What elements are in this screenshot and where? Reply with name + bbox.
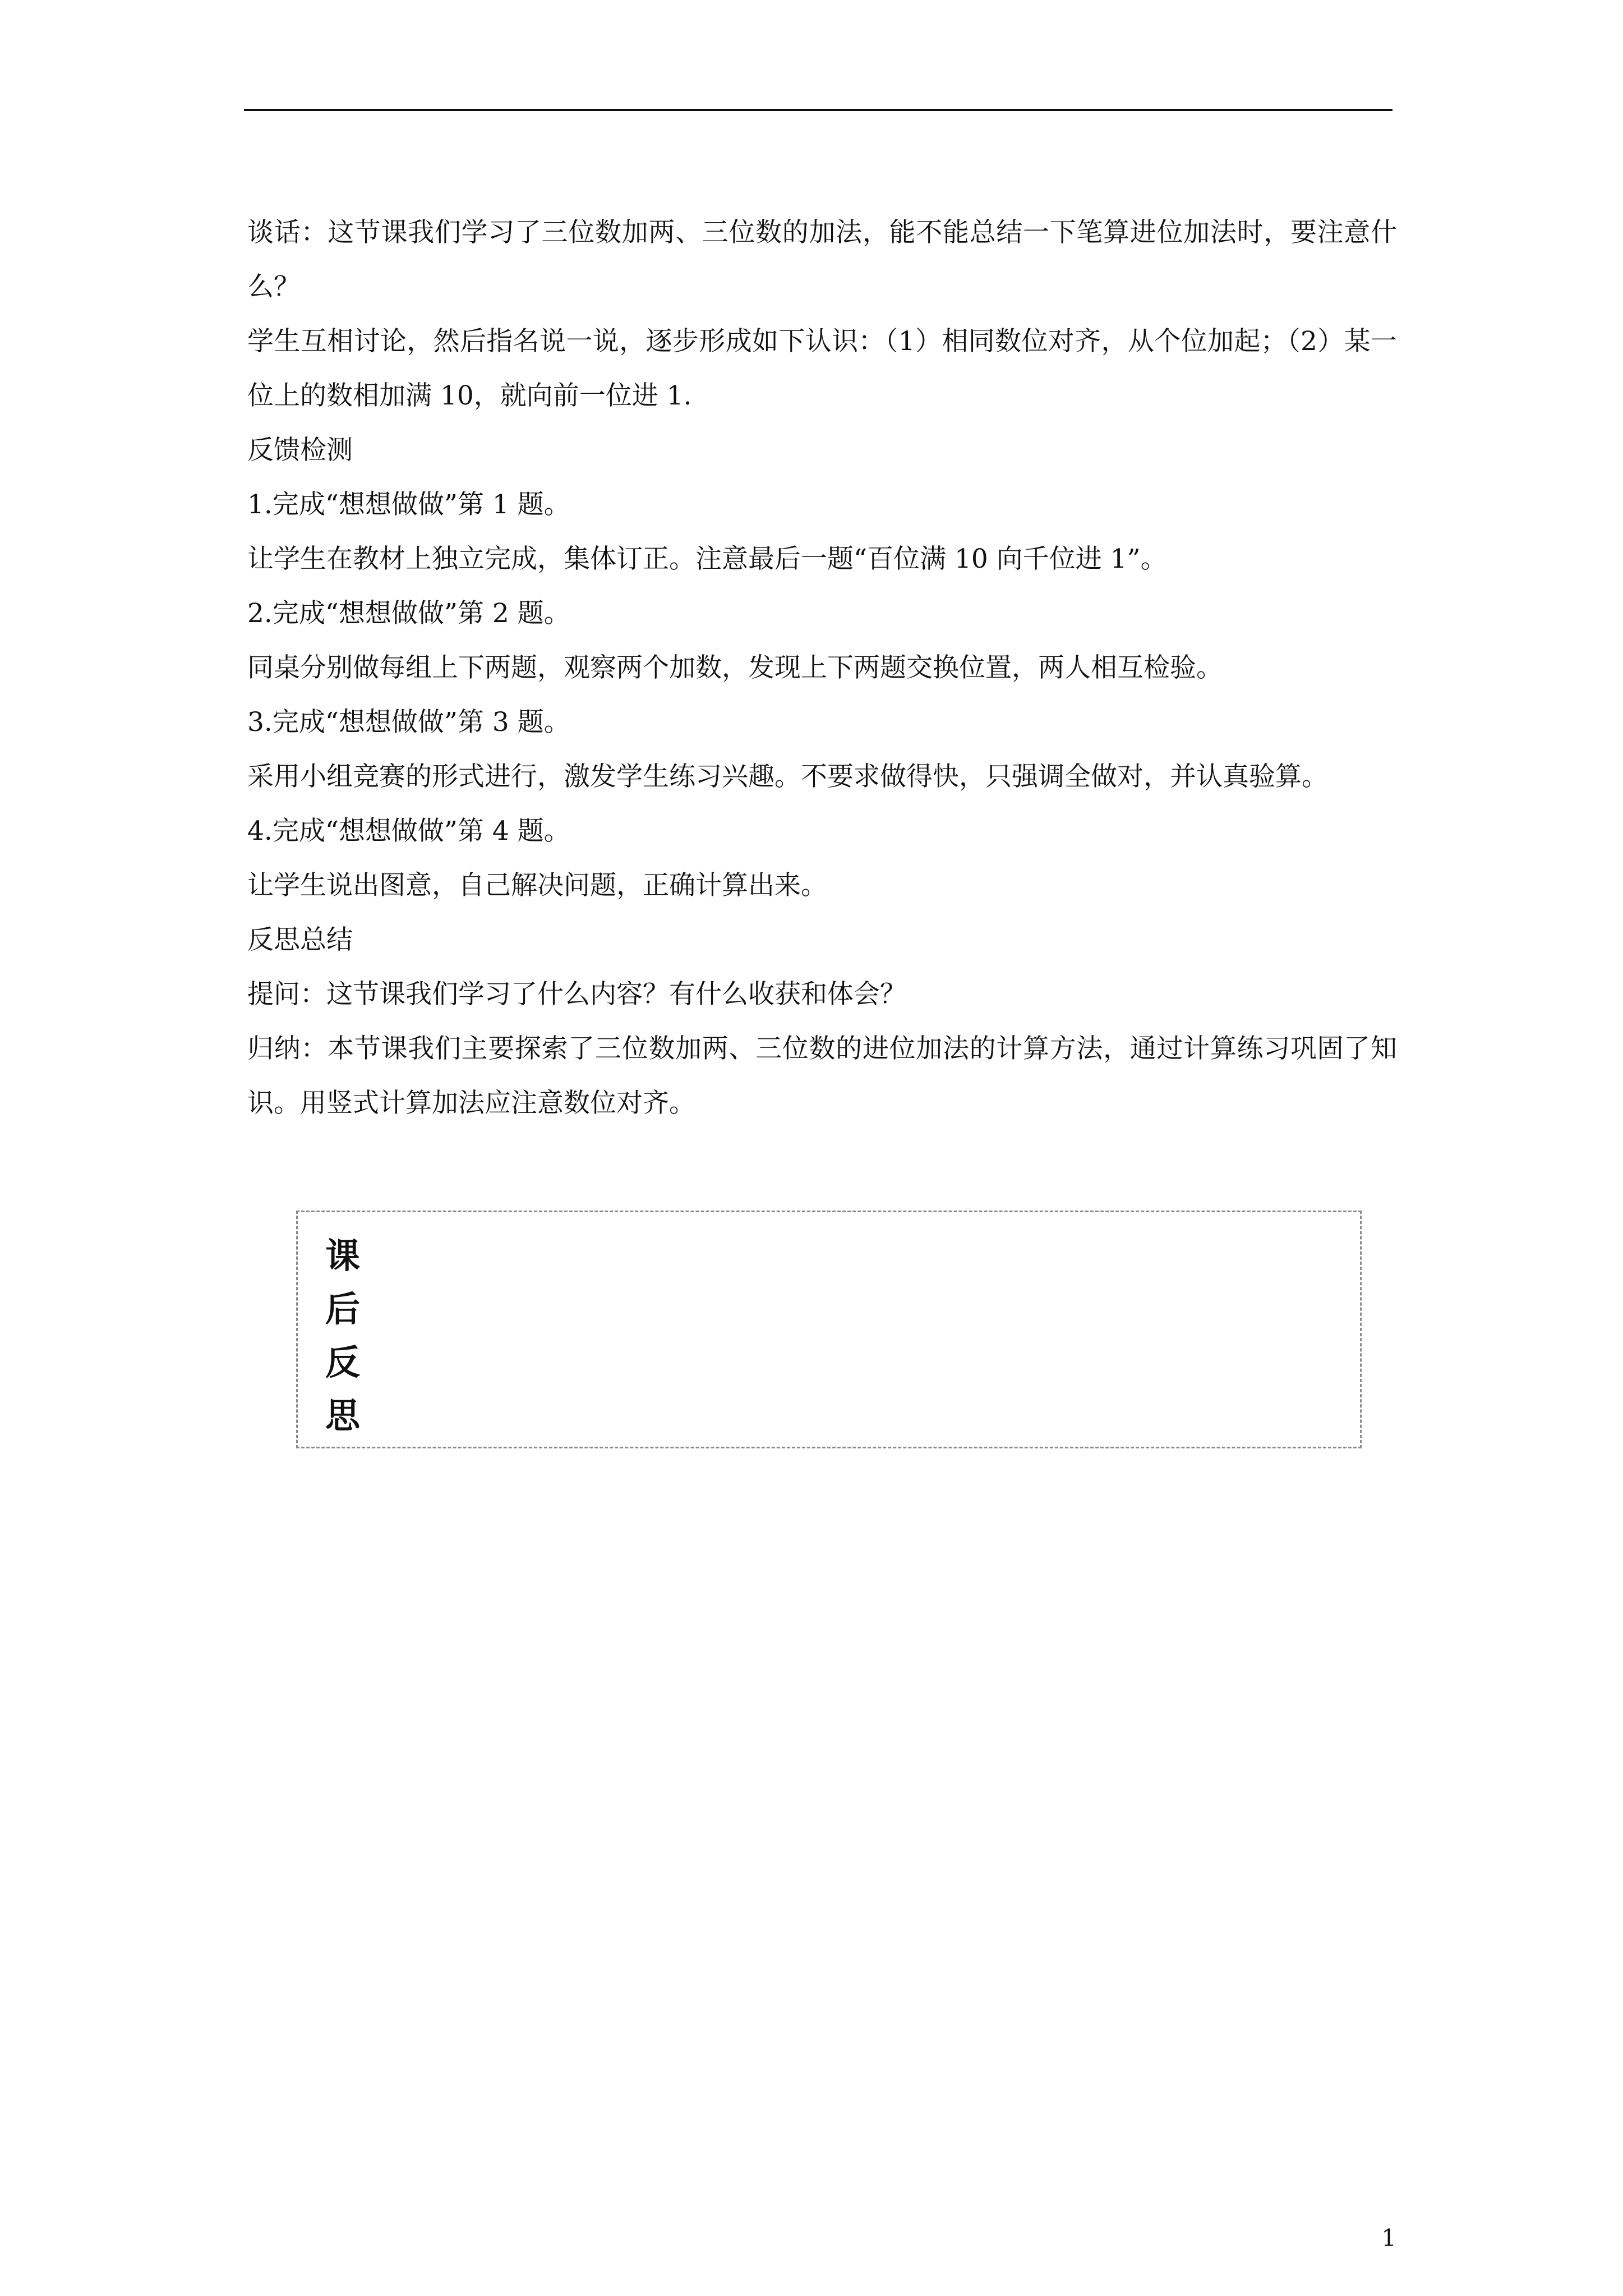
header-rule [244,109,1393,111]
reflection-label-char: 反 [325,1342,360,1383]
reflection-label [320,1229,365,1442]
exercise-1-detail: 让学生在教材上独立完成，集体订正。注意最后一题“百位满 10 向千位进 1”。 [247,544,1167,574]
page-number: 1 [1381,2224,1396,2252]
reflection-label-char: 课 [325,1235,360,1276]
section-heading-feedback: 反馈检测 [247,435,353,466]
exercise-3-title: 3.完成“想想做做”第 3 题。 [247,707,570,738]
exercise-3-detail: 采用小组竞赛的形式进行，激发学生练习兴趣。不要求做得快，只强调全做对，并认真验算。 [247,761,1328,792]
lesson-body [247,205,1397,1130]
exercise-1-title: 1.完成“想想做做”第 1 题。 [247,489,570,520]
exercise-4-title: 4.完成“想想做做”第 4 题。 [247,816,570,846]
paragraph-conclusion: 归纳：本节课我们主要探索了三位数加两、三位数的进位加法的计算方法，通过计算练习巩固了知识。用竖式计算加法应注意数位对齐。 [247,1033,1397,1119]
exercise-4-detail: 让学生说出图意，自己解决问题，正确计算出来。 [247,870,827,901]
section-heading-reflection: 反思总结 [247,924,353,955]
after-class-reflection-box [296,1211,1362,1448]
paragraph-summary-question: 谈话：这节课我们学习了三位数加两、三位数的加法，能不能总结一下笔算进位加法时，要注意什么？ [247,217,1397,302]
reflection-label-char: 后 [325,1289,360,1329]
exercise-2-title: 2.完成“想想做做”第 2 题。 [247,598,570,629]
paragraph-question: 提问：这节课我们学习了什么内容？有什么收获和体会？ [247,979,906,1010]
reflection-label-char: 思 [325,1395,360,1436]
exercise-2-detail: 同桌分别做每组上下两题，观察两个加数，发现上下两题交换位置，两人相互检验。 [247,652,1223,683]
paragraph-discussion: 学生互相讨论，然后指名说一说，逐步形成如下认识：（1）相同数位对齐，从个位加起；（2）某一位上的数相加满 10，就向前一位进 1. [247,326,1397,411]
